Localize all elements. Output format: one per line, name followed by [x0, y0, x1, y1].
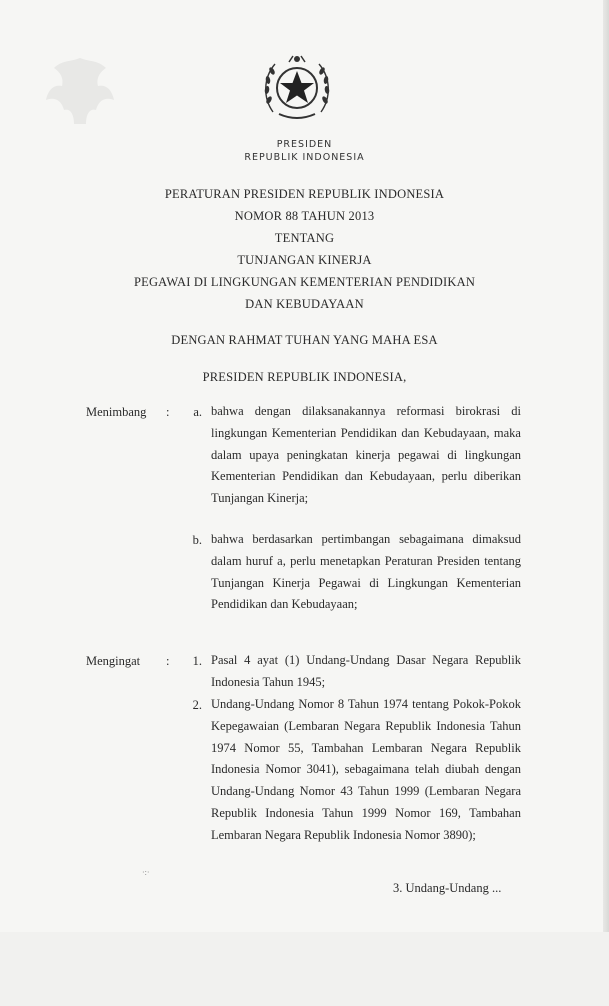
mengingat-label: Mengingat [86, 654, 141, 668]
title-subject: TUNJANGAN KINERJA [237, 253, 372, 267]
header-presiden: PRESIDEN [276, 139, 333, 150]
menimbang-item-a-text: bahwa dengan dilaksanakannya reformasi birokrasi di lingkungan Kementerian Pendidikan dan Kebudayaan, maka dalam upaya peningkatan kinerja pegawai di lingkungan Kementerian Pendidikan dan Kebudayaan, perlu diberikan Tunjangan Kinerja; [211, 404, 521, 506]
menimbang-item-b-text: bahwa berdasarkan pertimbangan sebagaimana dimaksud dalam huruf a, perlu menetapkan Peraturan Presiden tentang Tunjangan Kinerja Pegawai di Lingkungan Kementerian Pendidikan dan Kebudayaan; [211, 532, 521, 612]
mengingat-item-1-text: Pasal 4 ayat (1) Undang-Undang Dasar Negara Republik Indonesia Tahun 1945; [211, 653, 521, 689]
scan-speck: ·:· [142, 868, 150, 877]
title-tentang: TENTANG [274, 231, 335, 245]
preamble-authority: PRESIDEN REPUBLIK INDONESIA, [202, 370, 407, 384]
title-number: NOMOR 88 TAHUN 2013 [234, 209, 375, 223]
menimbang-colon: : [166, 405, 170, 419]
mengingat-item-2-marker: 2. [192, 698, 202, 712]
header-republik-indonesia: REPUBLIK INDONESIA [244, 152, 365, 163]
title-regulation: PERATURAN PRESIDEN REPUBLIK INDONESIA [164, 187, 445, 201]
menimbang-item-b-marker: b. [192, 533, 202, 547]
menimbang-item-a-marker: a. [193, 405, 202, 419]
presidential-emblem-icon [259, 50, 335, 126]
title-subject-line2: PEGAWAI DI LINGKUNGAN KEMENTERIAN PENDIDIKAN [133, 275, 476, 289]
page-continuation: 3. Undang-Undang ... [393, 881, 502, 895]
garuda-watermark-icon [40, 50, 120, 135]
title-subject-line3: DAN KEBUDAYAAN [245, 297, 364, 311]
mengingat-item-1-marker: 1. [192, 654, 202, 668]
menimbang-label: Menimbang [86, 405, 147, 419]
mengingat-item-2-text: Undang-Undang Nomor 8 Tahun 1974 tentang Pokok-Pokok Kepegawaian (Lembaran Negara Republik Indonesia Tahun 1974 Nomor 55, Tambahan Lembaran Negara Republik Indonesia Nomor 3041), sebagaimana telah diubah dengan Undang-Undang Nomor 43 Tahun 1999 (Lembaran Negara Republik Indonesia Tahun 1999 Nomor 169, Tambahan Lembaran Negara Republik Indonesia Nomor 3890); [211, 697, 521, 842]
preamble-blessing: DENGAN RAHMAT TUHAN YANG MAHA ESA [171, 333, 438, 347]
page-edge-shadow [603, 0, 609, 1006]
page-bottom-margin [0, 932, 609, 1006]
mengingat-colon: : [166, 654, 170, 668]
